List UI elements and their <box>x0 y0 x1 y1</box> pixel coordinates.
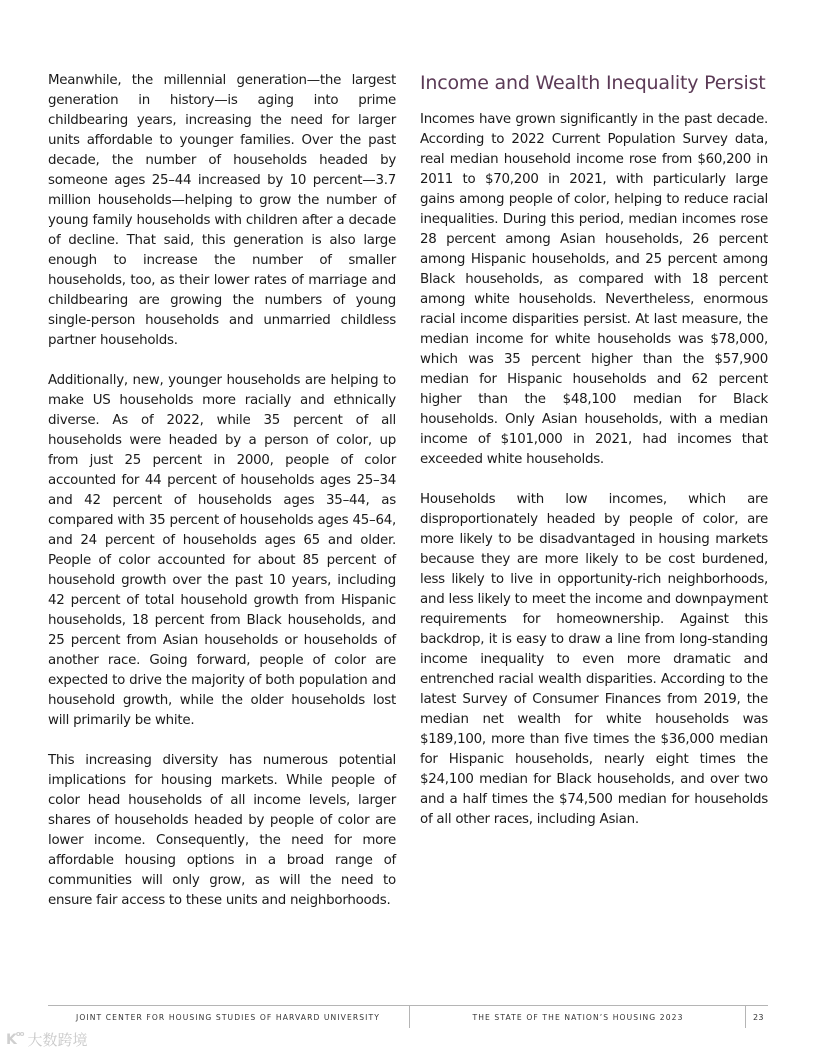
body-paragraph: Incomes have grown significantly in the past decade. According to 2022 Current Population Survey data, real median household income rose from $60,200 in 2011 to $70,200 in 2021, with particularly large gains among people of color, helping to reduce racial inequalities. During this period, median incomes rose 28 percent among Asian households, 26 percent among Hispanic households, and 25 percent among Black households, as compared with 18 percent among white households. Nevertheless, enormous racial income disparities persist. At last measure, the median income for white households was $78,000, which was 35 percent higher than the $57,900 median for Hispanic households and 62 percent higher than the $48,100 median for Black households. Only Asian households, with a median income of $101,000 in 2021, had incomes that exceeded white households. <box>420 112 768 467</box>
right-column <box>420 71 768 850</box>
page-number: 23 <box>745 1006 776 1028</box>
left-column <box>48 71 396 931</box>
page-footer <box>48 1005 768 1028</box>
watermark-logo-letter: K <box>6 1031 16 1048</box>
footer-organization: JOINT CENTER FOR HOUSING STUDIES OF HARVARD UNIVERSITY <box>75 1012 380 1022</box>
footer-publication-title: THE STATE OF THE NATION’S HOUSING 2023 <box>409 1006 746 1028</box>
watermark <box>6 1029 88 1050</box>
body-paragraph: Meanwhile, the millennial generation—the largest generation in history—is aging into prime childbearing years, increasing the need for larger units affordable to younger families. Over the past decade, the number of households headed by someone ages 25–44 increased by 10 percent—3.7 million households—helping to grow the number of young family households with children after a decade of decline. That said, this generation is also large enough to increase the number of smaller households, too, as their lower rates of marriage and childbearing are growing the numbers of young single-person households and unmarried childless partner households. <box>48 73 396 348</box>
watermark-logo-icon <box>6 1029 24 1048</box>
body-paragraph: Additionally, new, younger households are helping to make US households more racially and ethnically diverse. As of 2022, while 35 percent of all households were headed by a person of color, up from just 25 percent in 2000, people of color accounted for 44 percent of households ages 25–34 and 42 percent of households ages 35–44, as compared with 35 percent of households ages 45–64, and 24 percent of households ages 65 and older. People of color accounted for about 85 percent of household growth over the past 10 years, including 42 percent of total household growth from Hispanic households, 18 percent from Black households, and 25 percent from Asian households or households of another race. Going forward, people of color are expected to drive the majority of both population and household growth, while the older households lost will primarily be white. <box>48 373 396 728</box>
watermark-logo-sup: oo <box>15 1029 24 1038</box>
section-heading: Income and Wealth Inequality Persist <box>420 72 766 94</box>
watermark-text: 大数跨境 <box>27 1031 88 1049</box>
body-paragraph: This increasing diversity has numerous potential implications for housing markets. While people of color head households of all income levels, larger shares of households headed by people of color are lower income. Consequently, the need for more affordable housing options in a broad range of communities will only grow, as will the need to ensure fair access to these units and neighborhoods. <box>48 753 396 908</box>
body-paragraph: Households with low incomes, which are disproportionately headed by people of color, are more likely to be disadvantaged in housing markets because they are more likely to be cost burdened, less likely to live in opportunity-rich neighborhoods, and less likely to meet the income and downpayment requirements for homeownership. Against this backdrop, it is easy to draw a line from long-standing income inequality to even more dramatic and entrenched racial wealth disparities. According to the latest Survey of Consumer Finances from 2019, the median net wealth for white households was $189,100, more than five times the $36,000 median for Hispanic households, nearly eight times the $24,100 median for Black households, and over two and a half times the $74,500 median for households of all other races, including Asian. <box>420 492 768 827</box>
